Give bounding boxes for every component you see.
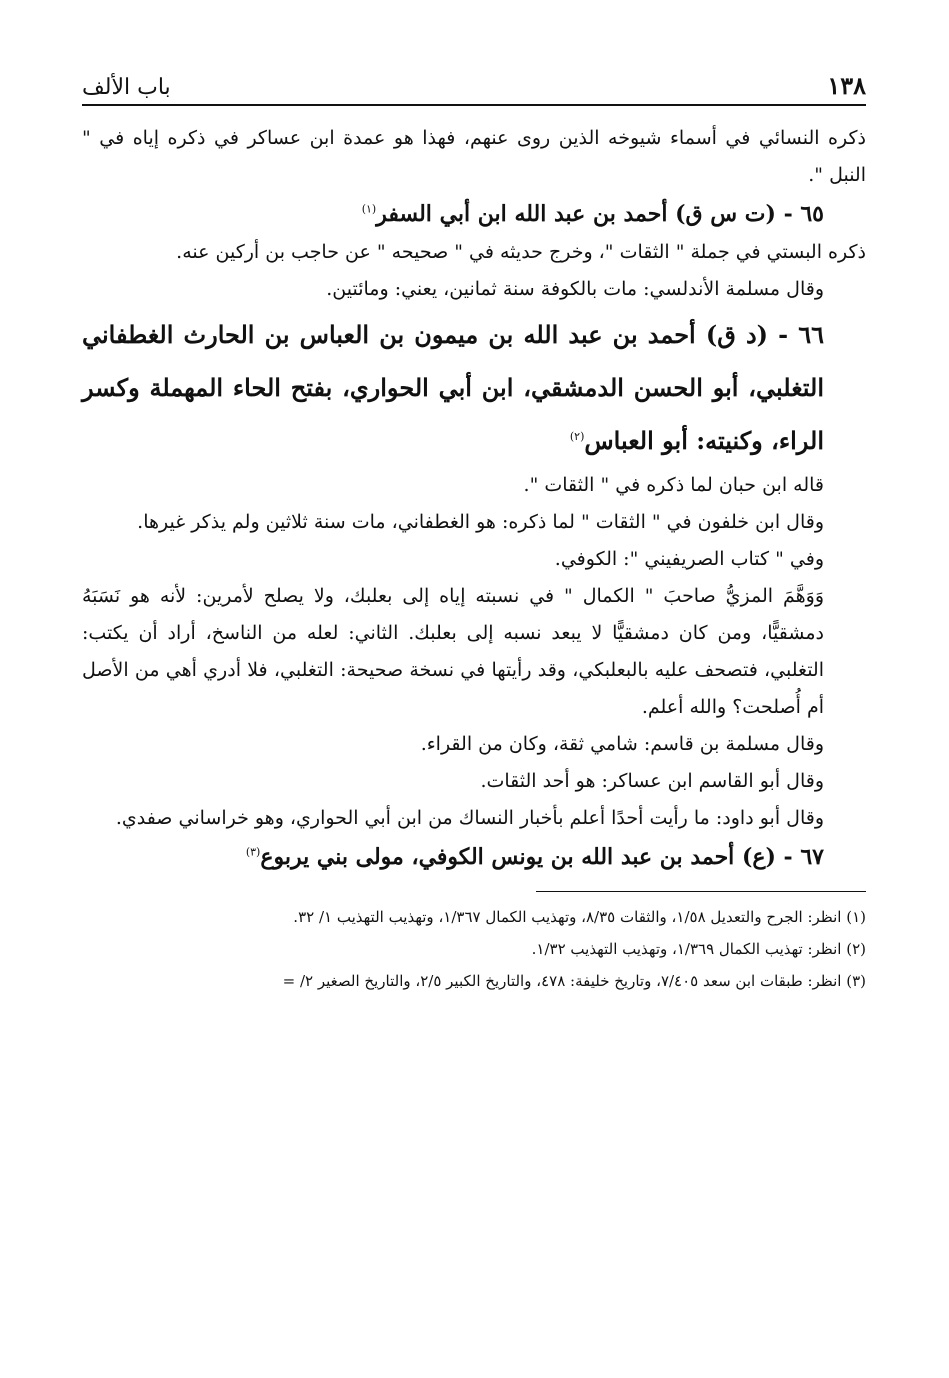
- entry-heading: [82, 837, 866, 877]
- book-page: [82, 60, 866, 1360]
- paragraph: وقال مسلمة الأندلسي: مات بالكوفة سنة ثمانين، يعني: ومائتين.: [326, 278, 824, 300]
- page-header: [82, 60, 866, 106]
- paragraph: وقال أبو القاسم ابن عساكر: هو أحد الثقات.: [480, 770, 824, 792]
- entry-heading: [82, 194, 866, 234]
- footnote: (٣) انظر: طبقات ابن سعد ٧/٤٠٥، وتاريخ خليفة: ٤٧٨، والتاريخ الكبير ٢/٥، والتاريخ الصغير ٢/ =: [282, 972, 866, 990]
- paragraph: وقال مسلمة بن قاسم: شامي ثقة، وكان من القراء.: [420, 733, 824, 755]
- footnote-ref: (٢): [569, 430, 585, 443]
- footnote-ref: (٣): [245, 845, 261, 859]
- paragraph: وقال ابن خلفون في " الثقات " لما ذكره: هو الغطفاني، مات سنة ثلاثين ولم يذكر غيرها.: [137, 511, 824, 533]
- page-number: ١٣٨: [827, 71, 866, 100]
- chapter-title: باب الألف: [82, 75, 171, 100]
- paragraph: وقال أبو داود: ما رأيت أحدًا أعلم بأخبار النساك من ابن أبي الحواري، وهو خراساني صفدي.: [115, 807, 824, 829]
- footnote: (١) انظر: الجرح والتعديل ١/٥٨، والثقات ٨/٣٥، وتهذيب الكمال ١/٣٦٧، وتهذيب التهذيب ١/ ٣٢.: [293, 908, 866, 926]
- entry-heading-text: ٦٦ - (د ق) أحمد بن عبد الله بن ميمون بن العباس بن الحارث الغطفاني التغلبي، أبو الحسن الدمشقي، ابن أبي الحواري، بفتح الحاء المهملة وكسر الراء، وكنيته: أبو العباس: [82, 320, 824, 455]
- page-body: [82, 120, 866, 877]
- paragraph: وفي " كتاب الصريفيني ": الكوفي.: [554, 548, 824, 570]
- entry-heading-text: ٦٧ - (ع) أحمد بن عبد الله بن يونس الكوفي، مولى بني يربوع: [260, 844, 824, 870]
- paragraph: وَوَهَّمَ المزيُّ صاحبَ " الكمال " في نسبته إياه إلى بعلبك، ولا يصلح لأمرين: لأنه هو نَسَبَهُ دمشقيًّا، ومن كان دمشقيًّا لا يبعد نسبه إلى بعلبك. الثاني: لعله من الناسخ، أراد أن يكتب: التغلبي، فتصحف عليه بالبعلبكي، وقد رأيتها في نسخة صحيحة: التغلبي، فلا أدري أهي من الأصل أم أُصلحت؟ والله أعلم.: [82, 585, 824, 718]
- footnotes: [82, 902, 866, 996]
- paragraph: قاله ابن حبان لما ذكره في " الثقات ".: [523, 474, 824, 496]
- entry-heading: [82, 308, 866, 467]
- footnote-ref: (١): [361, 202, 377, 216]
- footnote-separator: [536, 891, 866, 892]
- paragraph: ذكره النسائي في أسماء شيوخه الذين روى عنهم، فهذا هو عمدة ابن عساكر في ذكره إياه في " النبل ".: [82, 127, 866, 186]
- paragraph: ذكره البستي في جملة " الثقات "، وخرج حديثه في " صحيحه " عن حاجب بن أركين عنه.: [176, 241, 866, 263]
- entry-heading-text: ٦٥ - (ت س ق) أحمد بن عبد الله ابن أبي السفر: [376, 201, 824, 227]
- footnote: (٢) انظر: تهذيب الكمال ١/٣٦٩، وتهذيب التهذيب ١/٣٢.: [531, 940, 866, 958]
